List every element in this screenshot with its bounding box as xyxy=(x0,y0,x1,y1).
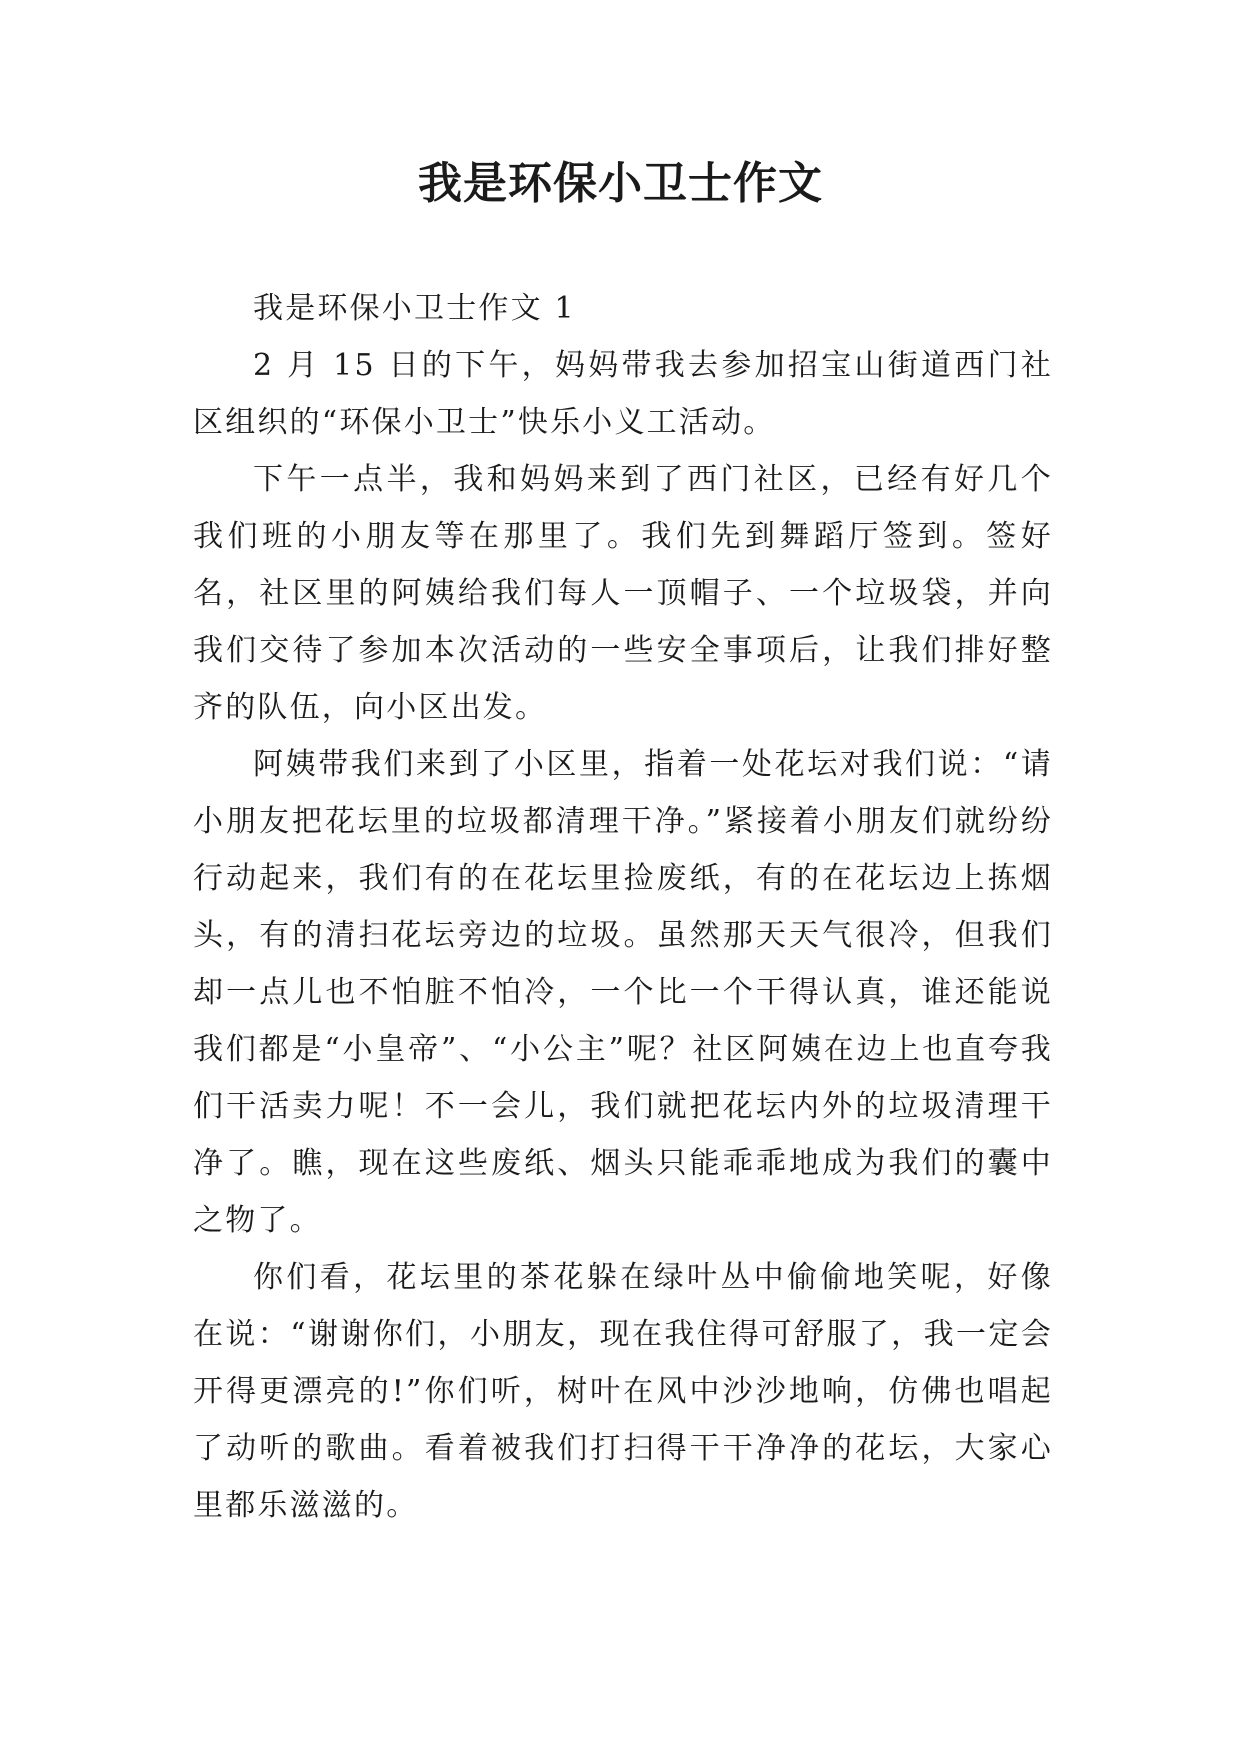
document-body xyxy=(193,280,1053,1534)
paragraph-1: 2 月 15 日的下午，妈妈带我去参加招宝山街道西门社区组织的“环保小卫士”快乐小义工活动。 xyxy=(193,348,1053,440)
paragraph-4: 你们看，花坛里的茶花躲在绿叶丛中偷偷地笑呢，好像在说：“谢谢你们，小朋友，现在我住得可舒服了，我一定会开得更漂亮的!”你们听，树叶在风中沙沙地响，仿佛也唱起了动听的歌曲。看着被我们打扫得干干净净的花坛，大家心里都乐滋滋的。 xyxy=(193,1260,1053,1523)
paragraph-3: 阿姨带我们来到了小区里，指着一处花坛对我们说：“请小朋友把花坛里的垃圾都清理干净。”紧接着小朋友们就纷纷行动起来，我们有的在花坛里捡废纸，有的在花坛边上拣烟头，有的清扫花坛旁边的垃圾。虽然那天天气很冷，但我们却一点儿也不怕脏不怕冷，一个比一个干得认真，谁还能说我们都是“小皇帝”、“小公主”呢？社区阿姨在边上也直夸我们干活卖力呢！不一会儿，我们就把花坛内外的垃圾清理干净了。瞧，现在这些废纸、烟头只能乖乖地成为我们的囊中之物了。 xyxy=(193,747,1053,1238)
section-heading: 我是环保小卫士作文 1 xyxy=(253,291,576,326)
page-title: 我是环保小卫士作文 xyxy=(418,158,823,209)
paragraph-2: 下午一点半，我和妈妈来到了西门社区，已经有好几个我们班的小朋友等在那里了。我们先到舞蹈厅签到。签好名，社区里的阿姨给我们每人一顶帽子、一个垃圾袋，并向我们交待了参加本次活动的一些安全事项后，让我们排好整齐的队伍，向小区出发。 xyxy=(193,462,1053,725)
